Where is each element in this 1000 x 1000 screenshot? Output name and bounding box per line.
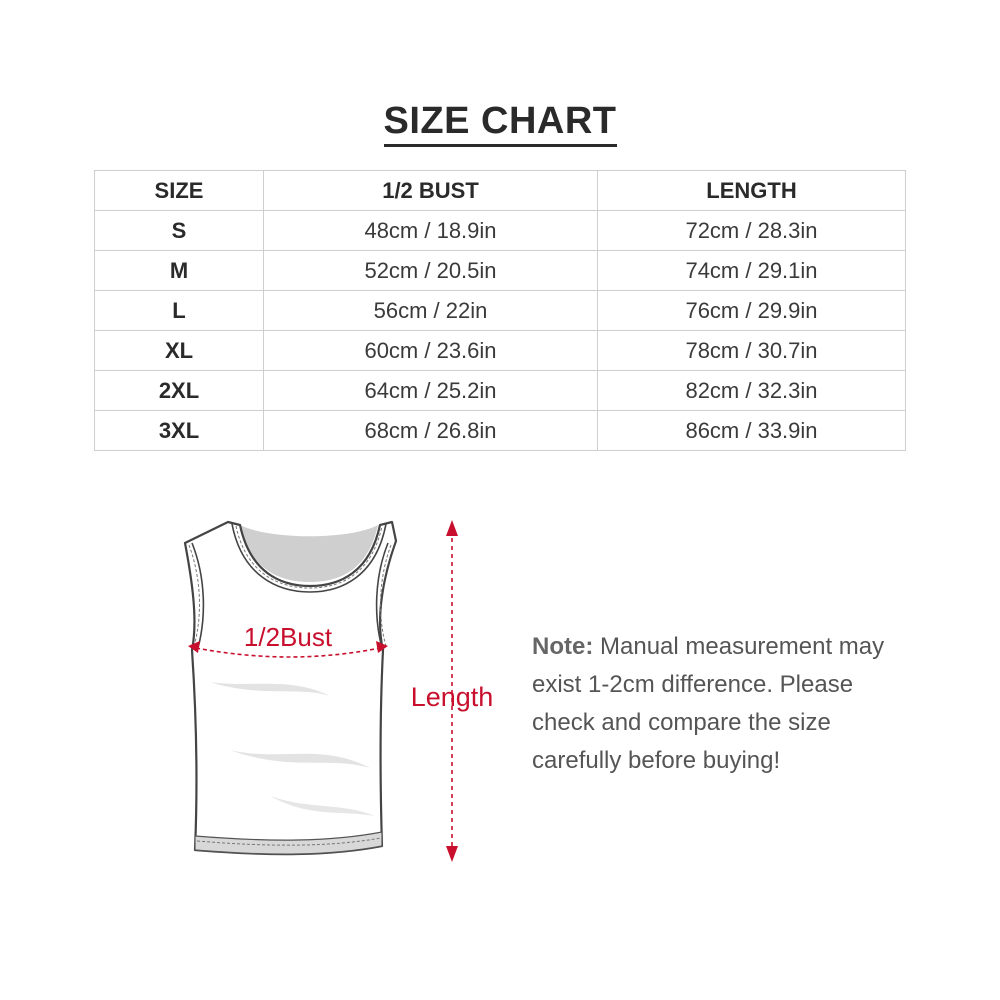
bust-cell: 64cm / 25.2in [264,371,598,411]
table-row [95,251,906,291]
length-cell: 78cm / 30.7in [598,331,906,371]
length-cell: 86cm / 33.9in [598,411,906,451]
size-cell: M [95,251,264,291]
table-row [95,331,906,371]
size-cell: L [95,291,264,331]
table-row [95,371,906,411]
header-bust: 1/2 BUST [264,171,598,211]
table-header-row [95,171,906,211]
size-cell: S [95,211,264,251]
length-cell: 74cm / 29.1in [598,251,906,291]
bust-cell: 56cm / 22in [264,291,598,331]
header-size: SIZE [95,171,264,211]
tank-top-diagram [170,510,510,870]
table-row [95,411,906,451]
bust-cell: 48cm / 18.9in [264,211,598,251]
length-label: Length [410,682,494,712]
page-title [0,100,1000,143]
length-arrow-down-icon [446,846,458,862]
size-cell: XL [95,331,264,371]
table-row [95,211,906,251]
length-cell: 72cm / 28.3in [598,211,906,251]
table-row [95,291,906,331]
size-cell: 3XL [95,411,264,451]
bust-cell: 60cm / 23.6in [264,331,598,371]
note-text: Manual measurement may exist 1-2cm difference. Please check and compare the size carefully before buying! [532,633,885,774]
length-cell: 82cm / 32.3in [598,371,906,411]
note-block [532,628,892,780]
bust-cell: 52cm / 20.5in [264,251,598,291]
title-text: SIZE CHART [384,100,617,147]
header-length: LENGTH [598,171,906,211]
bust-cell: 68cm / 26.8in [264,411,598,451]
bust-label: 1/2Bust [243,622,333,652]
size-cell: 2XL [95,371,264,411]
length-arrow-up-icon [446,520,458,536]
length-cell: 76cm / 29.9in [598,291,906,331]
size-table [94,170,906,451]
note-label: Note: [532,633,594,660]
